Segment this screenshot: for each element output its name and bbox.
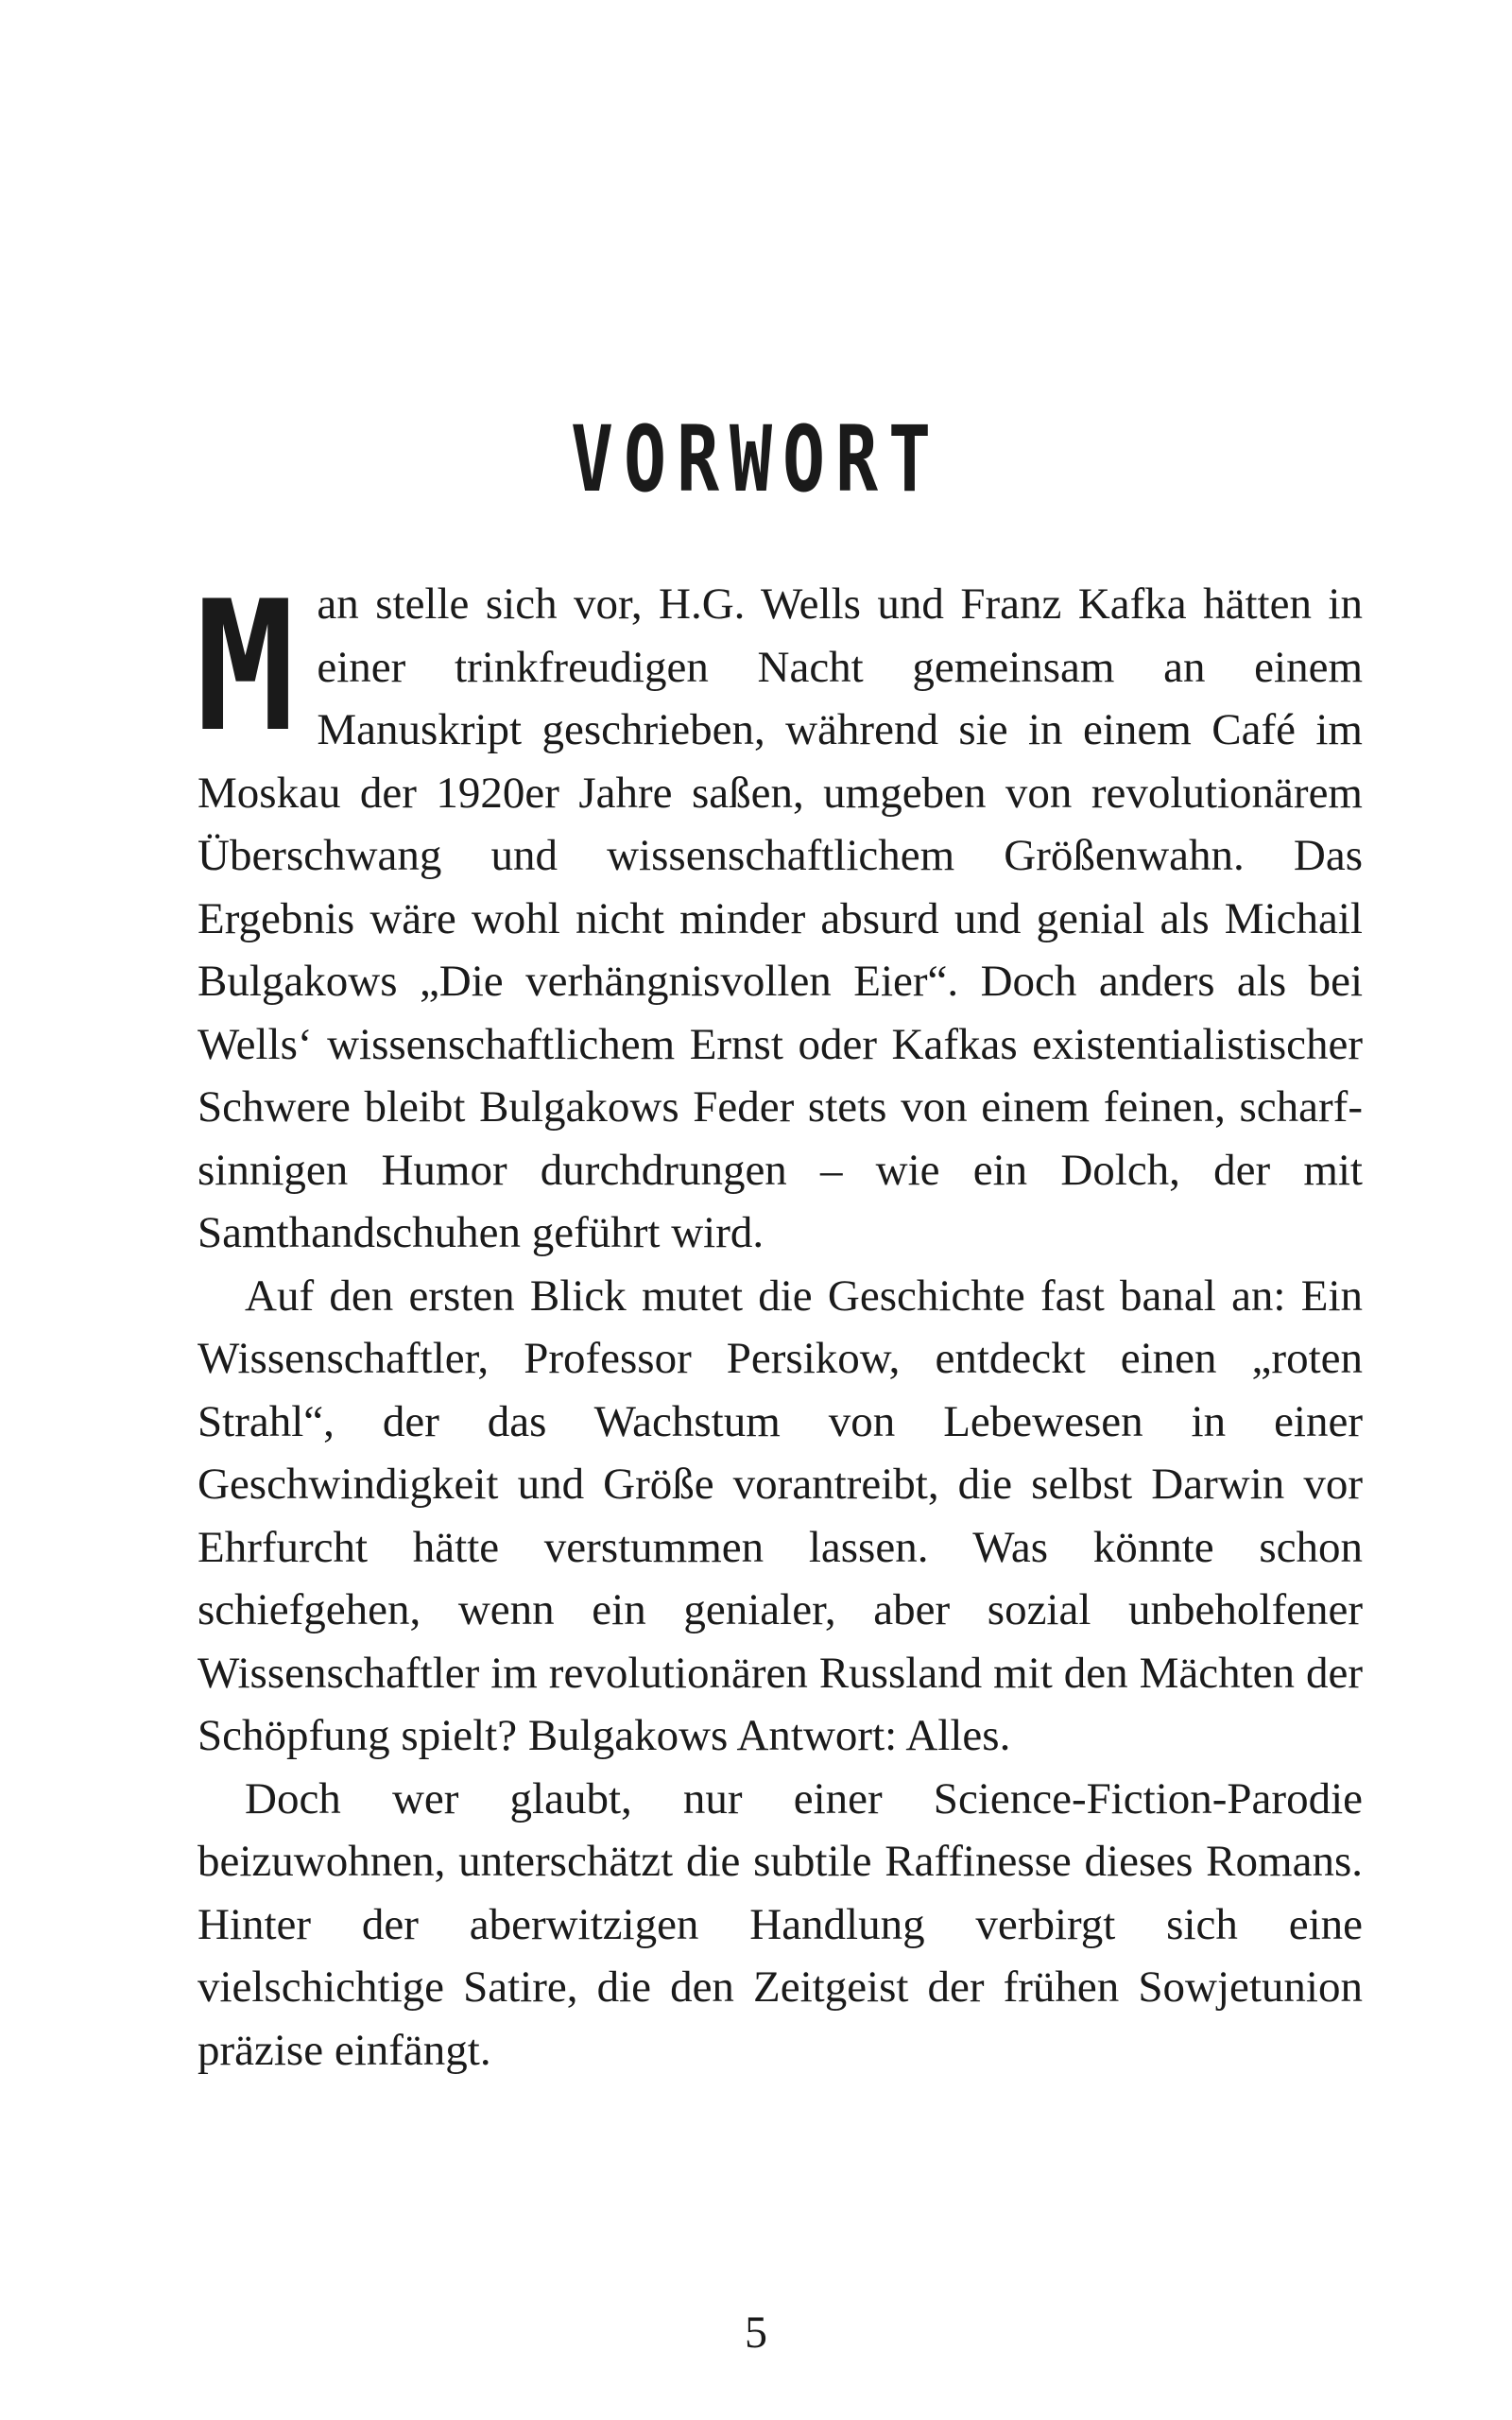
page-number: 5 — [745, 2308, 767, 2358]
paragraph-1-text: an stelle sich vor, H.G. Wells und Franz Kafka hätten in einer trinkfreudigen Nacht gemeinsam an einem Manuskript geschrieben, während sie in einem Café im Moskau der 1920er Jahre saßen, umgeben von revolutionärem Überschwang und wissenschaftlichem Größenwahn. Das Ergebnis wäre wohl nicht minder absurd und genial als Michail Bulgakows „Die verhängnisvollen Eier“. Doch anders als bei Wells‘ wissenschaftlichem Ernst oder Kafkas existentialistischer Schwere bleibt Bulgakows Feder stets von einem feinen, scharfsinnigen Humor durchdrungen – wie ein Dolch, der mit Samthandschuhen geführt wird. — [198, 579, 1363, 1257]
chapter-title: VORWORT — [570, 406, 941, 512]
body-text — [196, 562, 1363, 2082]
paragraph-1 — [196, 562, 1363, 1265]
drop-cap-initial: M — [196, 562, 296, 771]
paragraph-2: Auf den ersten Blick mutet die Geschichte fast banal an: Ein Wissenschaftler, Professor Persikow, entdeckt einen „roten Strahl“, der das Wachstum von Lebewesen in einer Geschwindigkeit und Größe vorantreibt, die selbst Darwin vor Ehrfurcht hätte verstummen lassen. Was könnte schon schiefgehen, wenn ein genialer, aber sozial unbeholfener Wissenschaftler im revolutionären Russland mit den Mächten der Schöpfung spielt? Bulgakows Antwort: Alles. — [198, 1270, 1363, 1760]
paragraph-3: Doch wer glaubt, nur einer Science-Fiction-Parodie beizuwohnen, unterschätzt die subtile Raffinesse dieses Romans. Hinter der aberwitzigen Handlung verbirgt sich eine vielschichtige Satire, die den Zeitgeist der frühen Sowjetunion präzise einfängt. — [198, 1773, 1363, 2075]
